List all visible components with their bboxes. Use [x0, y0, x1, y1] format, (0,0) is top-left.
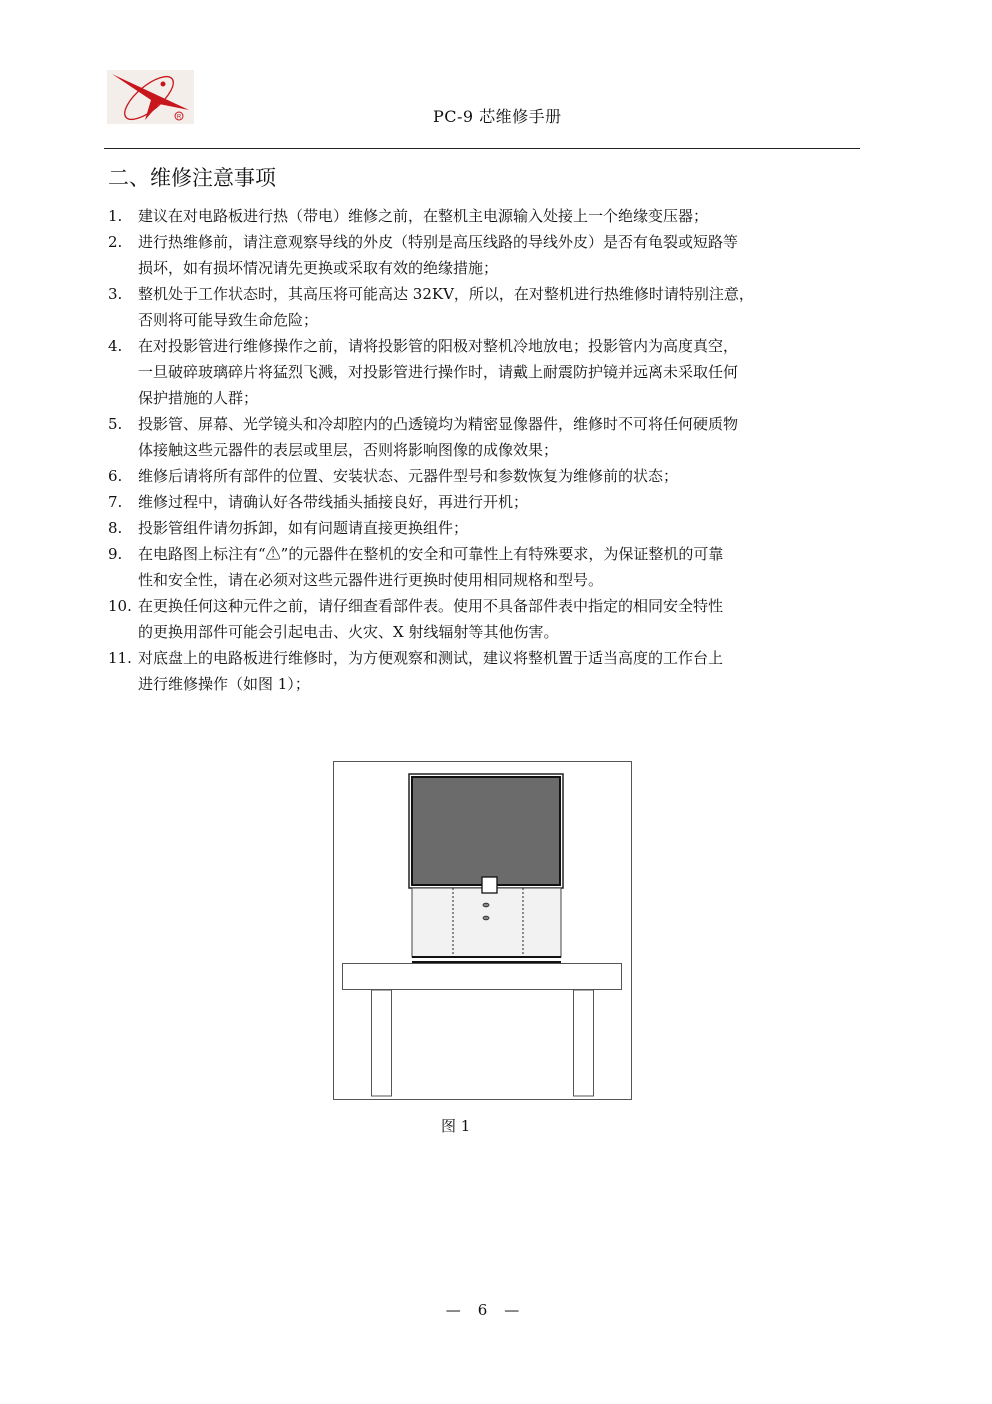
list-item-text: 整机处于工作状态时，其高压将可能高达 32KV，所以，在对整机进行热维修时请特别注意，	[138, 285, 754, 303]
list-item-text: 否则将可能导致生命危险；	[138, 311, 319, 329]
list-item-text: 投影管、屏幕、光学镜头和冷却腔内的凸透镜均为精密显像器件，维修时不可将任何硬质物	[138, 415, 739, 433]
list-item-text: 的更换用部件可能会引起电击、火灾、X 射线辐射等其他伤害。	[138, 623, 559, 641]
list-item-text: 建议在对电路板进行热（带电）维修之前，在整机主电源输入处接上一个绝缘变压器；	[138, 207, 709, 225]
tv-button-icon	[483, 903, 489, 907]
list-item-text: 在更换任何这种元件之前，请仔细查看部件表。使用不具备部件表中指定的相同安全特性	[138, 597, 724, 615]
list-item-text: 投影管组件请勿拆卸，如有问题请直接更换组件；	[138, 519, 469, 537]
tv-button-icon	[483, 916, 489, 920]
tv-badge	[482, 877, 497, 893]
list-item-number: 9.	[108, 545, 123, 563]
list-item-number: 6.	[108, 467, 123, 485]
tv-cabinet	[412, 888, 561, 957]
list-item-number: 10.	[108, 597, 132, 615]
list-item-text: 保护措施的人群；	[138, 389, 259, 407]
list-item-number: 2.	[108, 233, 123, 251]
list-item-text: 进行维修操作（如图 1）；	[138, 675, 310, 693]
table-top	[343, 964, 622, 990]
list-item-text: 维修后请将所有部件的位置、安装状态、元器件型号和参数恢复为维修前的状态；	[138, 467, 679, 485]
list-item-text: 在电路图上标注有“⚠”的元器件在整机的安全和可靠性上有特殊要求，为保证整机的可靠	[138, 545, 724, 563]
list-item-number: 11.	[108, 649, 132, 667]
list-item-text: 在对投影管进行维修操作之前，请将投影管的阳极对整机冷地放电；投影管内为高度真空，	[138, 337, 739, 355]
list-item-text: 一旦破碎玻璃碎片将猛烈飞溅，对投影管进行操作时，请戴上耐震防护镜并远离未采取任何	[138, 363, 739, 381]
header-title: PC-9 芯维修手册	[433, 107, 562, 126]
list-item-number: 8.	[108, 519, 123, 537]
list-item-number: 3.	[108, 285, 123, 303]
list-item-text: 损坏，如有损坏情况请先更换或采取有效的绝缘措施；	[138, 259, 499, 277]
page-number: — 6 —	[445, 1301, 521, 1319]
list-item-text: 性和安全性，请在必须对这些元器件进行更换时使用相同规格和型号。	[138, 571, 604, 589]
list-item-text: 进行热维修前，请注意观察导线的外皮（特别是高压线路的导线外皮）是否有龟裂或短路等	[138, 233, 739, 251]
list-item-text: 体接触这些元器件的表层或里层，否则将影响图像的成像效果；	[138, 441, 559, 459]
list-item-number: 7.	[108, 493, 123, 511]
table-leg	[372, 990, 392, 1096]
svg-text:R: R	[176, 114, 182, 121]
section-title: 二、维修注意事项	[108, 166, 276, 190]
list-item-text: 维修过程中，请确认好各带线插头插接良好，再进行开机；	[138, 493, 529, 511]
tv-screen	[412, 777, 560, 885]
list-item-number: 5.	[108, 415, 123, 433]
list-item-number: 4.	[108, 337, 123, 355]
list-item-text: 对底盘上的电路板进行维修时，为方便观察和测试，建议将整机置于适当高度的工作台上	[138, 649, 724, 667]
list-item-number: 1.	[108, 207, 123, 225]
table-leg	[574, 990, 594, 1096]
figure-caption: 图 1	[441, 1117, 471, 1135]
